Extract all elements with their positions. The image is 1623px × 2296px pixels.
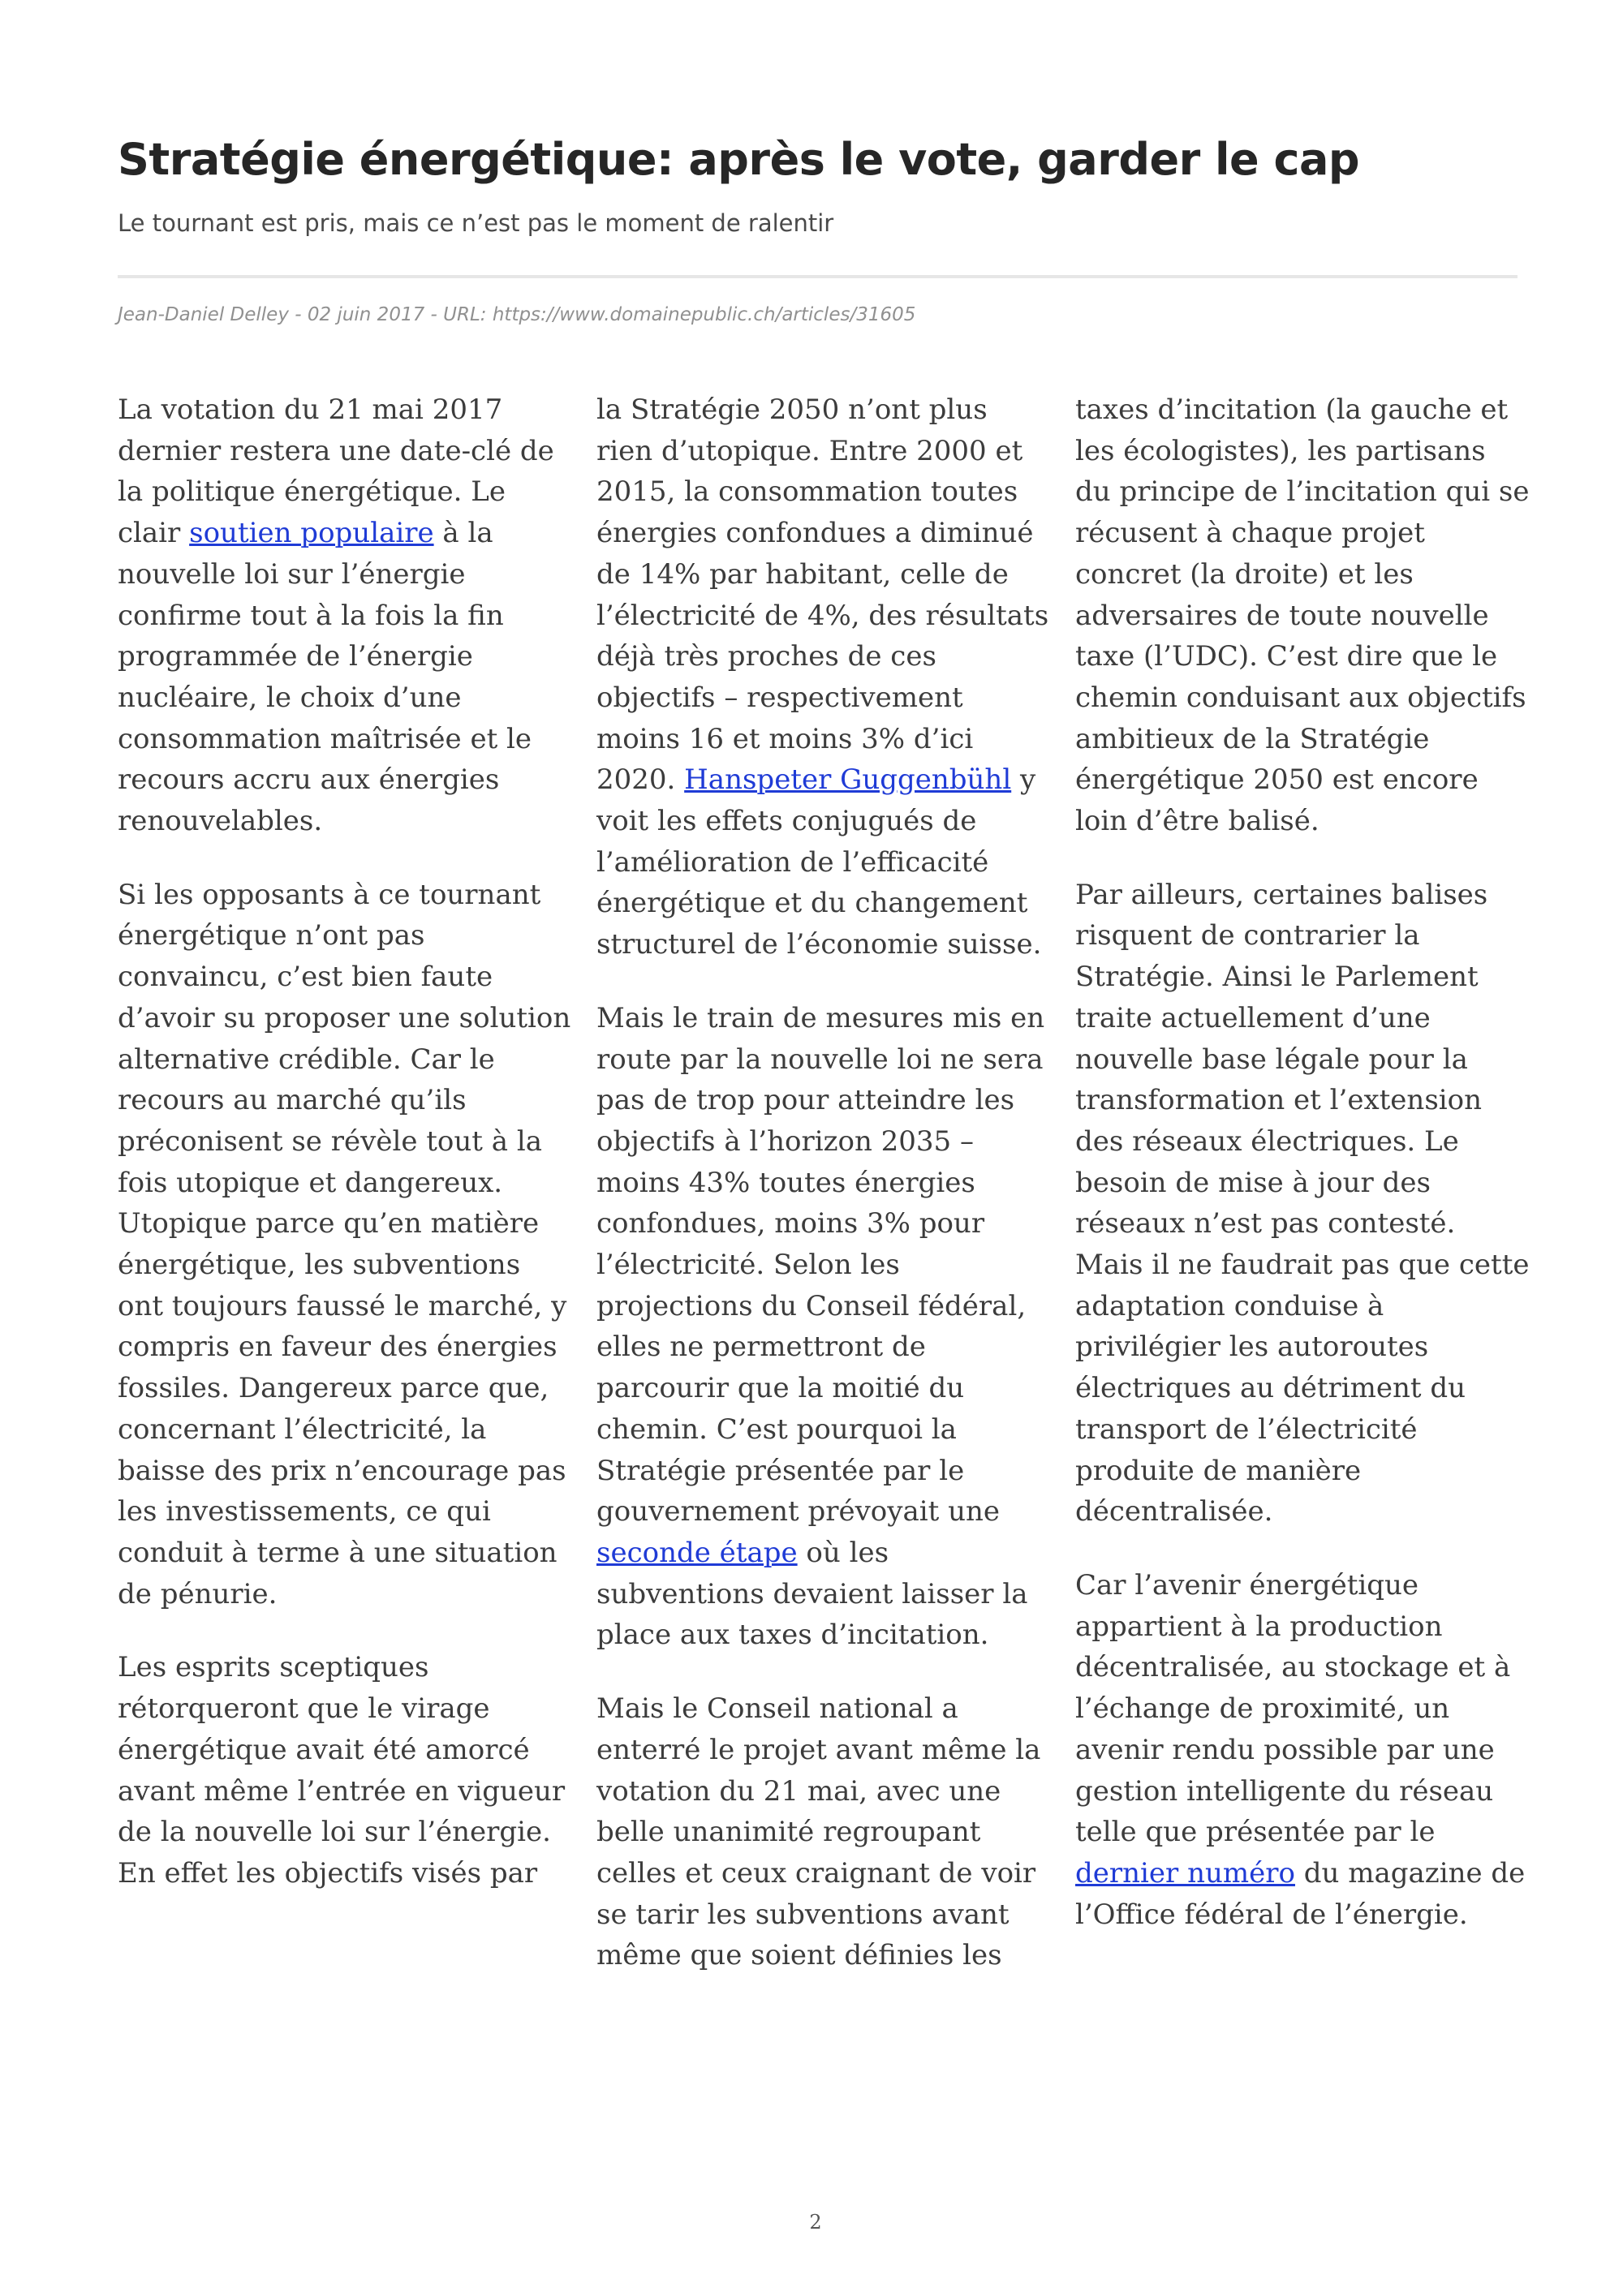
paragraph-text: où les subventions devaient laisser la place aux taxes d’incitation. (596, 1536, 1028, 1652)
article-column-2 (596, 389, 1051, 2009)
paragraph-6: Par ailleurs, certaines balises risquent de contrarier la Stratégie. Ainsi le Parlement traite actuellement d’une nouvelle base légale pour la transformation et l’extension des réseaux électriques. Le besoin de mise à jour des réseaux n’est pas contesté. Mais il ne faudrait pas que cette adaptation conduise à privilégier les autoroutes électriques au détriment du transport de l’électricité produite de manière décentralisée. (1075, 878, 1530, 1529)
paragraph-text: à la nouvelle loi sur l’énergie confirme tout à la fois la fin programmée de l’énergie nucléaire, le choix d’une consommation maîtrisée et le recours accru aux énergies renouvelables. (118, 517, 532, 838)
byline-author: Jean-Daniel Delley (118, 304, 289, 325)
article-column-3 (1075, 389, 1530, 1967)
byline-separator: - (424, 304, 444, 325)
paragraph-text: du magazine de l’Office fédéral de l’énergie. (1075, 1856, 1526, 1931)
paragraph-text: Car l’avenir énergétique appartient à la production décentralisée, au stockage et à l’échange de proximité, un avenir rendu possible par une gestion intelligente du réseau telle que présentée par le (1075, 1568, 1511, 1849)
article-subtitle: Le tournant est pris, mais ce n’est pas le moment de ralentir (118, 209, 834, 237)
paragraph-text: la Stratégie 2050 n’ont plus rien d’utopique. Entre 2000 et 2015, la consommation toutes énergies confondues a diminué de 14% par habitant, celle de l’électricité de 4%, des résultats déjà très proches de ces objectifs – respectivement moins 16 et moins 3% d’ici 2020. (596, 393, 1049, 797)
byline-separator: - (288, 304, 308, 325)
paragraph-text: Les esprits sceptiques rétorqueront que le virage énergétique avait été amorcé avant même l’entrée en vigueur de la nouvelle loi sur l’énergie. En effet les objectifs visés par (118, 1651, 566, 1890)
byline-url: https://www.domainepublic.ch/articles/31605 (492, 304, 916, 325)
page-number: 2 (809, 2211, 822, 2234)
paragraph-1 (118, 389, 572, 842)
paragraph-text: La votation du 21 mai 2017 dernier restera une date-clé de la politique énergétique. Le clair (118, 393, 554, 550)
link-hanspeter-guggenbuhl[interactable]: Hanspeter Guggenbühl (684, 763, 1012, 797)
article-column-1 (118, 389, 572, 1927)
paragraph-text: y voit les effets conjugués de l’amélioration de l’efficacité énergétique et du changement structurel de l’économie suisse. (596, 763, 1042, 961)
link-seconde-etape[interactable]: seconde étape (596, 1536, 798, 1569)
paragraph-3-start (118, 1647, 572, 1894)
byline-url-label: URL: (443, 304, 493, 325)
header-divider (118, 275, 1518, 278)
article-title: Stratégie énergétique: après le vote, garder le cap (118, 134, 1360, 185)
paragraph-4 (596, 998, 1051, 1656)
byline-date: 02 juin 2017 (307, 304, 425, 325)
paragraph-3-continued (596, 389, 1051, 965)
paragraph-7 (1075, 1565, 1530, 1935)
paragraph-5-start (596, 1688, 1051, 1976)
paragraph-2: Si les opposants à ce tournant énergétique n’ont pas convaincu, c’est bien faute d’avoir su proposer une solution alternative crédible. Car le recours au marché qu’ils préconisent se révèle tout à la fois utopique et dangereux. Utopique parce qu’en matière énergétique, les subventions ont toujours faussé le marché, y compris en faveur des énergies fossiles. Dangereux parce que, concernant l’électricité, la baisse des prix n’encourage pas les investissements, ce qui conduit à terme à une situation de pénurie. (118, 878, 571, 1610)
paragraph-5-continued (1075, 389, 1530, 842)
link-soutien-populaire[interactable]: soutien populaire (189, 517, 434, 550)
paragraph-text: Mais le train de mesures mis en route par la nouvelle loi ne sera pas de trop pour atteindre les objectifs à l’horizon 2035 – moins 43% toutes énergies confondues, moins 3% pour l’électricité. Selon les projections du Conseil fédéral, elles ne permettront de parcourir que la moitié du chemin. C’est pourquoi la Stratégie présentée par le gouvernement prévoyait une (596, 1001, 1045, 1529)
byline (118, 302, 1513, 328)
paragraph-text: taxes d’incitation (la gauche et les écologistes), les partisans du principe de l’incitation qui se récusent à chaque projet concret (la droite) et les adversaires de toute nouvelle taxe (l’UDC). C’est dire que le chemin conduisant aux objectifs ambitieux de la Stratégie énergétique 2050 est encore loin d’être balisé. (1075, 393, 1530, 838)
link-dernier-numero[interactable]: dernier numéro (1075, 1856, 1295, 1890)
paragraph-text: Mais le Conseil national a enterré le projet avant même la votation du 21 mai, avec une belle unanimité regroupant celles et ceux craignant de voir se tarir les subventions avant même que soient définies les (596, 1692, 1041, 1972)
